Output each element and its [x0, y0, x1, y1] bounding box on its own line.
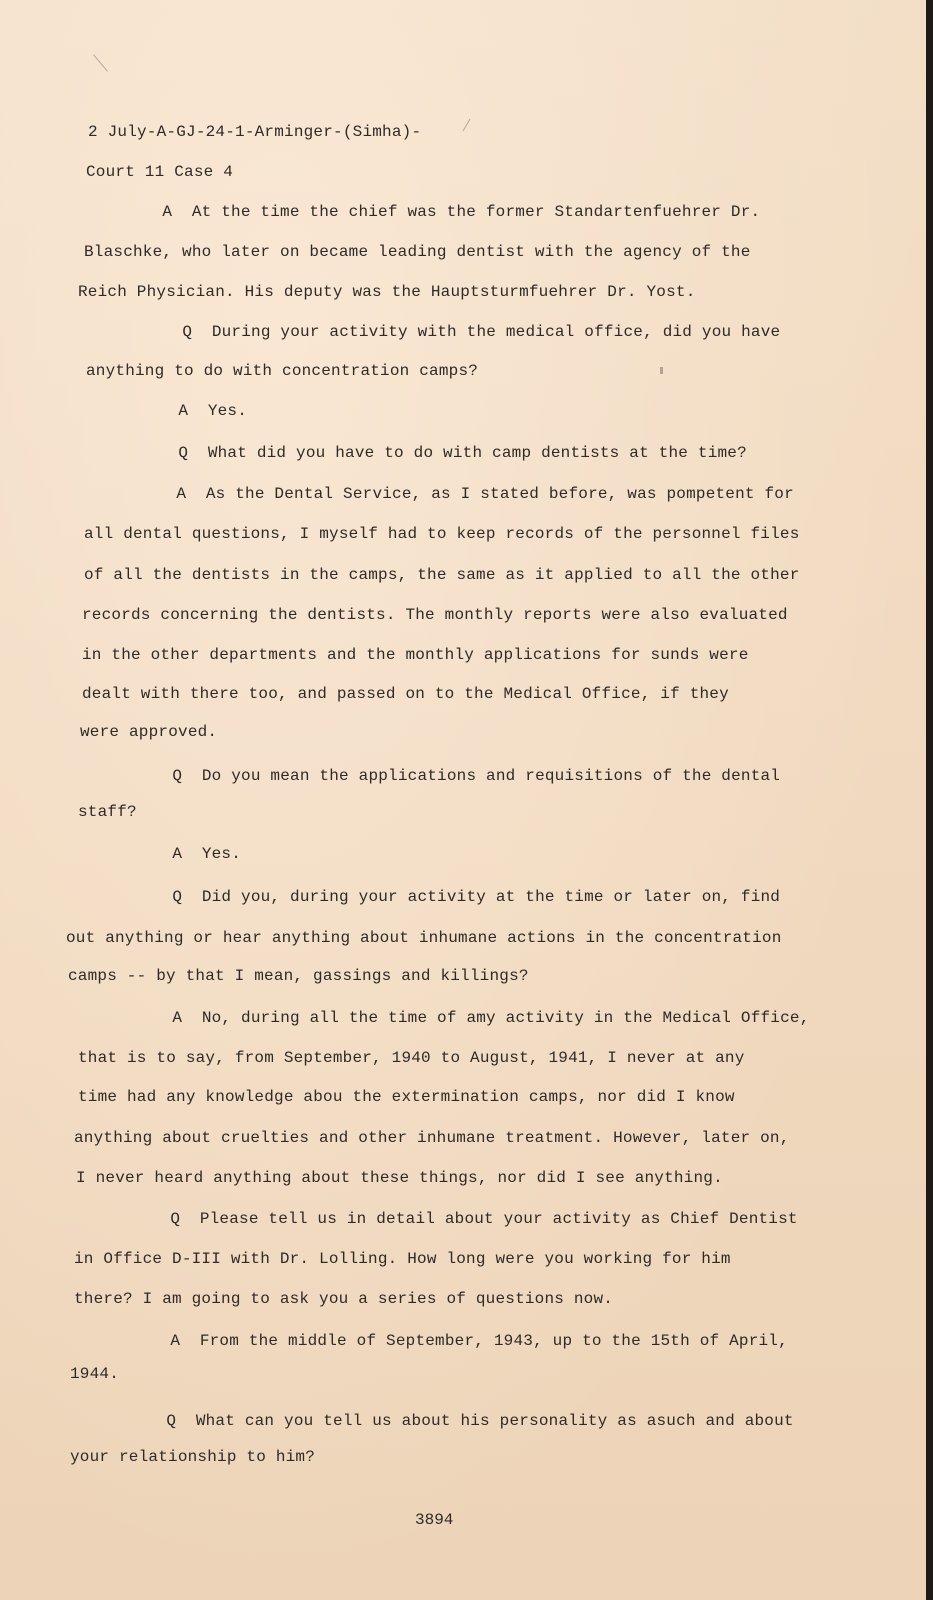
- text-line: Q Did you, during your activity at the time or later on, find: [94, 888, 781, 906]
- text-line: staff?: [78, 803, 137, 821]
- text-line: I never heard anything about these things, nor did I see anything.: [76, 1169, 723, 1187]
- text-line: Q During your activity with the medical office, did you have: [104, 323, 781, 341]
- text-line: A As the Dental Service, as I stated before, was pompetent for: [98, 485, 794, 503]
- document-header-court: Court 11 Case 4: [86, 163, 234, 181]
- text-line: anything about cruelties and other inhumane treatment. However, later on,: [74, 1129, 790, 1147]
- text-line: A Yes.: [100, 402, 248, 420]
- text-line: in the other departments and the monthly applications for sunds were: [82, 646, 749, 664]
- text-line: A No, during all the time of amy activity in the Medical Office,: [94, 1009, 810, 1027]
- page-number: 3894: [415, 1511, 454, 1529]
- document-header-reference: 2 July-A-GJ-24-1-Arminger-(Simha)-: [88, 123, 422, 141]
- text-line: were approved.: [80, 723, 218, 741]
- text-line: Q What did you have to do with camp dentists at the time?: [100, 444, 747, 462]
- text-line: there? I am going to ask you a series of questions now.: [74, 1290, 614, 1308]
- text-line: A Yes.: [94, 845, 242, 863]
- text-line: 1944.: [70, 1365, 120, 1383]
- text-line: time had any knowledge abou the extermination camps, nor did I know: [78, 1088, 735, 1106]
- text-line: your relationship to him?: [70, 1448, 316, 1466]
- text-line: Q Please tell us in detail about your activity as Chief Dentist: [92, 1210, 798, 1228]
- text-line: Q Do you mean the applications and requisitions of the dental: [94, 767, 781, 785]
- text-line: in Office D-III with Dr. Lolling. How long were you working for him: [74, 1250, 731, 1268]
- text-line: all dental questions, I myself had to keep records of the personnel files: [84, 525, 800, 543]
- text-line: dealt with there too, and passed on to the Medical Office, if they: [82, 685, 729, 703]
- pencil-mark: [93, 54, 108, 71]
- ink-speck: [660, 367, 663, 374]
- text-line: Reich Physician. His deputy was the Hauptsturmfuehrer Dr. Yost.: [78, 283, 696, 301]
- text-line: out anything or hear anything about inhumane actions in the concentration: [66, 929, 782, 947]
- text-line: records concerning the dentists. The monthly reports were also evaluated: [82, 606, 788, 624]
- text-line: of all the dentists in the camps, the same as it applied to all the other: [84, 566, 800, 584]
- pencil-mark: [463, 119, 471, 132]
- text-line: Q What can you tell us about his personality as asuch and about: [88, 1412, 794, 1430]
- text-line: that is to say, from September, 1940 to August, 1941, I never at any: [78, 1049, 745, 1067]
- scan-edge: [926, 0, 933, 1600]
- text-line: Blaschke, who later on became leading dentist with the agency of the: [84, 243, 751, 261]
- text-line: A From the middle of September, 1943, up to the 15th of April,: [92, 1332, 788, 1350]
- text-line: anything to do with concentration camps?: [86, 362, 479, 380]
- text-line: A At the time the chief was the former Standartenfuehrer Dr.: [84, 203, 761, 221]
- text-line: camps -- by that I mean, gassings and killings?: [68, 967, 529, 985]
